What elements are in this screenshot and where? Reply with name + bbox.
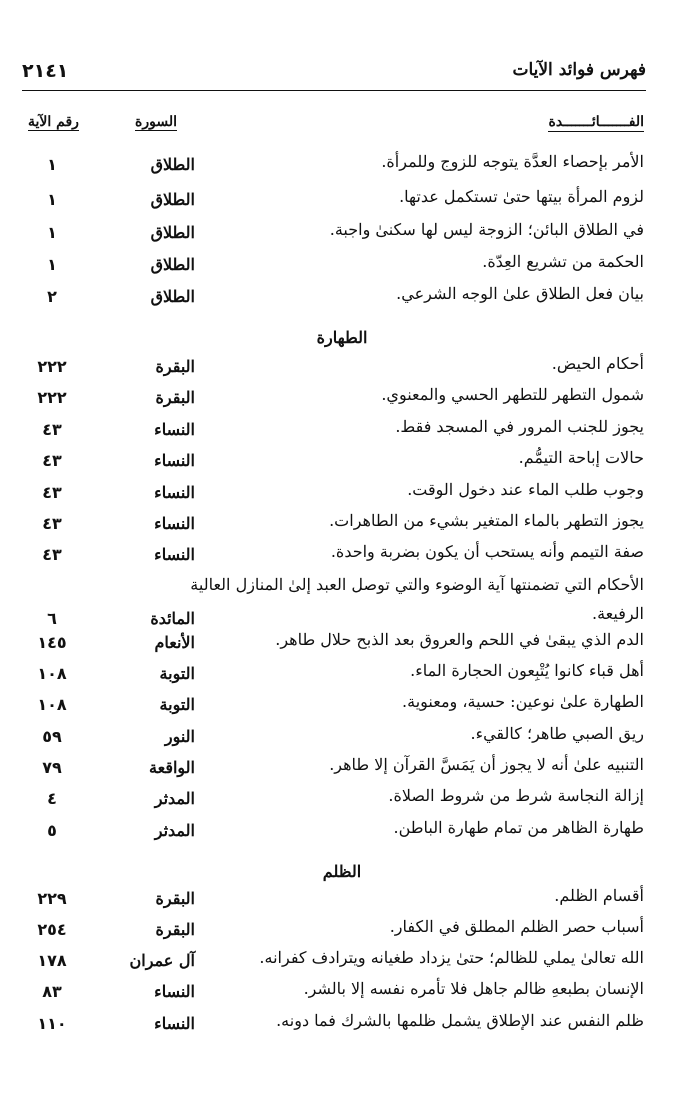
surah-name: المائدة xyxy=(150,609,195,628)
table-row xyxy=(0,692,684,722)
ayah-number: ١١٠ xyxy=(37,1014,67,1033)
surah-name: النساء xyxy=(154,483,195,502)
ayah-number: ٤٣ xyxy=(42,483,62,502)
benefit-text: شمول التطهر للتطهر الحسي والمعنوي. xyxy=(381,385,644,404)
benefit-text: الأمر بإحصاء العدَّة يتوجه للزوج وللمرأة. xyxy=(381,152,644,171)
table-row xyxy=(0,724,684,754)
benefit-text: ريق الصبي طاهر؛ كالقيء. xyxy=(470,724,644,743)
ayah-number: ١ xyxy=(47,255,57,274)
benefit-text: يجوز التطهر بالماء المتغير بشيء من الطاهرات. xyxy=(329,511,644,530)
benefit-text: طهارة الظاهر من تمام طهارة الباطن. xyxy=(393,818,644,837)
ayah-number: ١٠٨ xyxy=(37,695,67,714)
benefit-text: الأحكام التي تضمنتها آية الوضوء والتي توصل العبد إلىٰ المنازل العالية الرفيعة. xyxy=(190,575,644,623)
ayah-number: ١٤٥ xyxy=(37,633,67,652)
surah-name: آل عمران xyxy=(129,951,195,970)
table-row xyxy=(0,979,684,1009)
table-row xyxy=(0,630,684,660)
ayah-number: ٤ xyxy=(47,789,57,808)
benefit-text: أهل قباء كانوا يُتْبِعون الحجارة الماء. xyxy=(410,661,644,680)
benefit-text: الطهارة علىٰ نوعين: حسية، ومعنوية. xyxy=(402,692,644,711)
section-heading-label: الظلم xyxy=(322,862,362,881)
table-row xyxy=(0,755,684,785)
table-row xyxy=(0,385,684,415)
ayah-number: ٦ xyxy=(47,609,57,628)
surah-name: البقرة xyxy=(155,388,195,407)
table-row xyxy=(0,417,684,447)
surah-name: النور xyxy=(164,727,195,746)
surah-name: البقرة xyxy=(155,889,195,908)
section-heading xyxy=(0,862,684,881)
surah-name: الطلاق xyxy=(150,223,195,242)
table-row xyxy=(0,480,684,510)
benefit-text: لزوم المرأة بيتها حتىٰ تستكمل عدتها. xyxy=(399,187,644,206)
surah-name: الطلاق xyxy=(150,155,195,174)
ayah-number: ٤٣ xyxy=(42,420,62,439)
benefit-text: أسباب حصر الظلم المطلق في الكفار. xyxy=(389,917,644,936)
benefit-text: الحكمة من تشريع العِدّة. xyxy=(482,252,644,271)
surah-name: النساء xyxy=(154,451,195,470)
ayah-number: ٨٣ xyxy=(42,982,62,1001)
ayah-number: ٤٣ xyxy=(42,514,62,533)
benefit-text: وجوب طلب الماء عند دخول الوقت. xyxy=(407,480,644,499)
page-title: فهرس فوائد الآيات xyxy=(512,60,646,80)
table-row xyxy=(0,948,684,978)
page-number: ٢١٤١ xyxy=(22,60,69,82)
section-heading xyxy=(0,328,684,347)
table-row xyxy=(0,252,684,282)
table-row xyxy=(0,886,684,916)
surah-name: البقرة xyxy=(155,357,195,376)
surah-name: النساء xyxy=(154,514,195,533)
benefit-text: يجوز للجنب المرور في المسجد فقط. xyxy=(395,417,644,436)
surah-name: الواقعة xyxy=(149,758,195,777)
ayah-number: ١٠٨ xyxy=(37,664,67,683)
column-header-benefit: الفـــــــائـــــــدة xyxy=(548,114,644,130)
ayah-number: ٤٣ xyxy=(42,545,62,564)
benefit-text: صفة التيمم وأنه يستحب أن يكون بضربة واحدة. xyxy=(330,542,644,561)
benefit-text: حالات إباحة التيمُّم. xyxy=(518,448,644,467)
benefit-text: التنبيه علىٰ أنه لا يجوز أن يَمَسَّ القرآن إلا طاهر. xyxy=(329,755,644,774)
ayah-number: ١ xyxy=(47,223,57,242)
surah-name: المدثر xyxy=(154,821,195,840)
benefit-text: الدم الذي يبقىٰ في اللحم والعروق بعد الذبح حلال طاهر. xyxy=(275,630,644,649)
surah-name: الأنعام xyxy=(154,633,195,652)
benefit-text: الله تعالىٰ يملي للظالم؛ حتىٰ يزداد طغيانه ويترادف كفرانه. xyxy=(259,948,644,967)
table-row xyxy=(0,152,684,182)
ayah-number: ٤٣ xyxy=(42,451,62,470)
ayah-number: ١ xyxy=(47,190,57,209)
table-row xyxy=(0,284,684,314)
ayah-number: ١٧٨ xyxy=(37,951,67,970)
column-header-surah: السورة xyxy=(135,114,177,130)
surah-name: النساء xyxy=(154,545,195,564)
table-row xyxy=(0,818,684,848)
surah-name: الطلاق xyxy=(150,190,195,209)
ayah-number: ٢ xyxy=(47,287,57,306)
table-row xyxy=(0,354,684,384)
ayah-number: ٢٢٢ xyxy=(37,388,67,407)
table-row xyxy=(0,448,684,478)
table-row xyxy=(0,661,684,691)
surah-name: النساء xyxy=(154,420,195,439)
benefit-text: أقسام الظلم. xyxy=(554,886,644,905)
ayah-number: ٢٢٩ xyxy=(37,889,67,908)
benefit-text: إزالة النجاسة شرط من شروط الصلاة. xyxy=(388,786,644,805)
benefit-text: ظلم النفس عند الإطلاق يشمل ظلمها بالشرك فما دونه. xyxy=(276,1011,644,1030)
surah-name: الطلاق xyxy=(150,287,195,306)
table-row xyxy=(0,1011,684,1041)
surah-name: البقرة xyxy=(155,920,195,939)
benefit-text: في الطلاق البائن؛ الزوجة ليس لها سكنىٰ واجبة. xyxy=(329,220,644,239)
table-row xyxy=(0,511,684,541)
ayah-number: ٥ xyxy=(47,821,57,840)
surah-name: النساء xyxy=(154,982,195,1001)
ayah-number: ٧٩ xyxy=(42,758,62,777)
section-heading-label: الطهارة xyxy=(316,328,368,347)
surah-name: النساء xyxy=(154,1014,195,1033)
table-row xyxy=(0,220,684,250)
ayah-number: ٥٩ xyxy=(42,727,62,746)
surah-name: الطلاق xyxy=(150,255,195,274)
column-header-ayah: رقم الآية xyxy=(28,114,79,130)
ayah-number: ٢٢٢ xyxy=(37,357,67,376)
surah-name: التوبة xyxy=(159,695,195,714)
table-row xyxy=(0,786,684,816)
page-header xyxy=(22,60,646,88)
benefit-text: أحكام الحيض. xyxy=(551,354,644,373)
table-row xyxy=(0,917,684,947)
header-rule xyxy=(22,90,646,91)
benefit-text: الإنسان بطبعهِ ظالم جاهل فلا تأمره نفسه إلا بالشر. xyxy=(303,979,644,998)
benefit-text: بيان فعل الطلاق علىٰ الوجه الشرعي. xyxy=(396,284,644,303)
table-row xyxy=(0,542,684,572)
ayah-number: ١ xyxy=(47,155,57,174)
table-row xyxy=(0,570,684,628)
surah-name: التوبة xyxy=(159,664,195,683)
ayah-number: ٢٥٤ xyxy=(37,920,67,939)
table-row xyxy=(0,187,684,217)
surah-name: المدثر xyxy=(154,789,195,808)
